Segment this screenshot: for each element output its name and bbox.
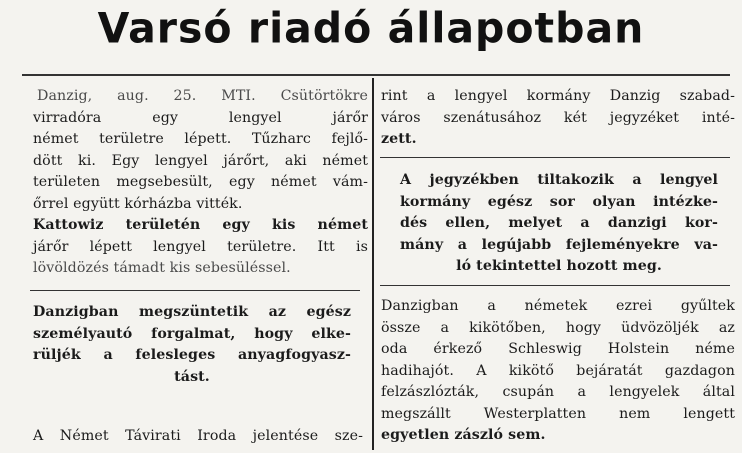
left-paragraph-4-wrap <box>33 426 363 448</box>
text-line: lövöldözés támadt kis sebesüléssel. <box>33 260 291 276</box>
left-paragraph-1 <box>33 86 368 215</box>
right-column <box>381 86 735 151</box>
text-line: járőr lépett lengyel területre. Itt is <box>33 238 368 255</box>
right-separator-1 <box>380 157 730 158</box>
text-line: Kattowiz területén egy kis német <box>33 217 368 233</box>
text-line: A jegyzékben tiltakozik a lengyel <box>400 172 718 188</box>
text-line: ló tekintettel hozott meg. <box>456 258 662 274</box>
text-line: Danzigban megszüntetik az egész <box>33 304 351 320</box>
right-column-lower <box>381 296 735 447</box>
text-line: őrrel együtt kórházba vitték. <box>33 195 243 212</box>
text-line: mány a legújabb fejleményekre va- <box>400 236 718 253</box>
text-line: virradóra egy lengyel járőr <box>33 109 368 126</box>
left-column-lower <box>33 302 351 388</box>
text-line: rint a lengyel kormány Danzig szabad- <box>381 88 735 104</box>
text-line: felzászlózták, csupán a lengyelek által <box>381 384 735 400</box>
left-paragraph-3 <box>33 302 351 388</box>
right-paragraph-2 <box>400 170 718 278</box>
right-paragraph-3 <box>381 296 735 447</box>
headline: Varsó riadó állapotban <box>97 3 645 53</box>
column-divider <box>372 78 374 450</box>
text-line: tást. <box>174 368 210 385</box>
right-separator-2 <box>380 285 730 286</box>
text-line: hadihajót. A kikötő bejáratát gazdagon <box>381 362 735 379</box>
text-line: Danzig, aug. 25. MTI. Csütörtökre <box>37 88 368 104</box>
text-line: dés ellen, melyet a danzigi kor- <box>400 215 718 231</box>
text-line: megszállt Westerplatten nem lengett <box>381 405 735 422</box>
text-line: A Német Távirati Iroda jelentése sze- <box>33 428 363 444</box>
text-line: zett. <box>381 131 417 147</box>
right-column-middle <box>400 170 718 278</box>
text-line: személyautó forgalmat, hogy elke- <box>33 325 351 342</box>
text-line: területen megsebesült, egy német vám- <box>33 174 368 190</box>
text-line: Danzigban a németek ezrei gyűltek <box>381 298 735 314</box>
text-line: német területre lépett. Tűzharc fejlő- <box>33 131 368 147</box>
headline-rule <box>22 74 730 76</box>
text-line: kormány egész sor olyan intézke- <box>400 193 718 210</box>
text-line: oda érkező Schleswig Holstein néme <box>381 341 735 357</box>
left-paragraph-2 <box>33 215 368 280</box>
text-line: össze a kikötőben, hogy üdvözöljék az <box>381 319 735 336</box>
left-column <box>33 86 368 280</box>
text-line: város szenátusához két jegyzéket inté- <box>381 109 735 126</box>
text-line: egyetlen zászló sem. <box>381 427 546 443</box>
text-line: dött ki. Egy lengyel járőrt, aki német <box>33 152 368 169</box>
right-paragraph-1 <box>381 86 735 151</box>
text-line: rüljék a felesleges anyagfogyasz- <box>33 347 351 363</box>
left-separator <box>30 290 360 291</box>
